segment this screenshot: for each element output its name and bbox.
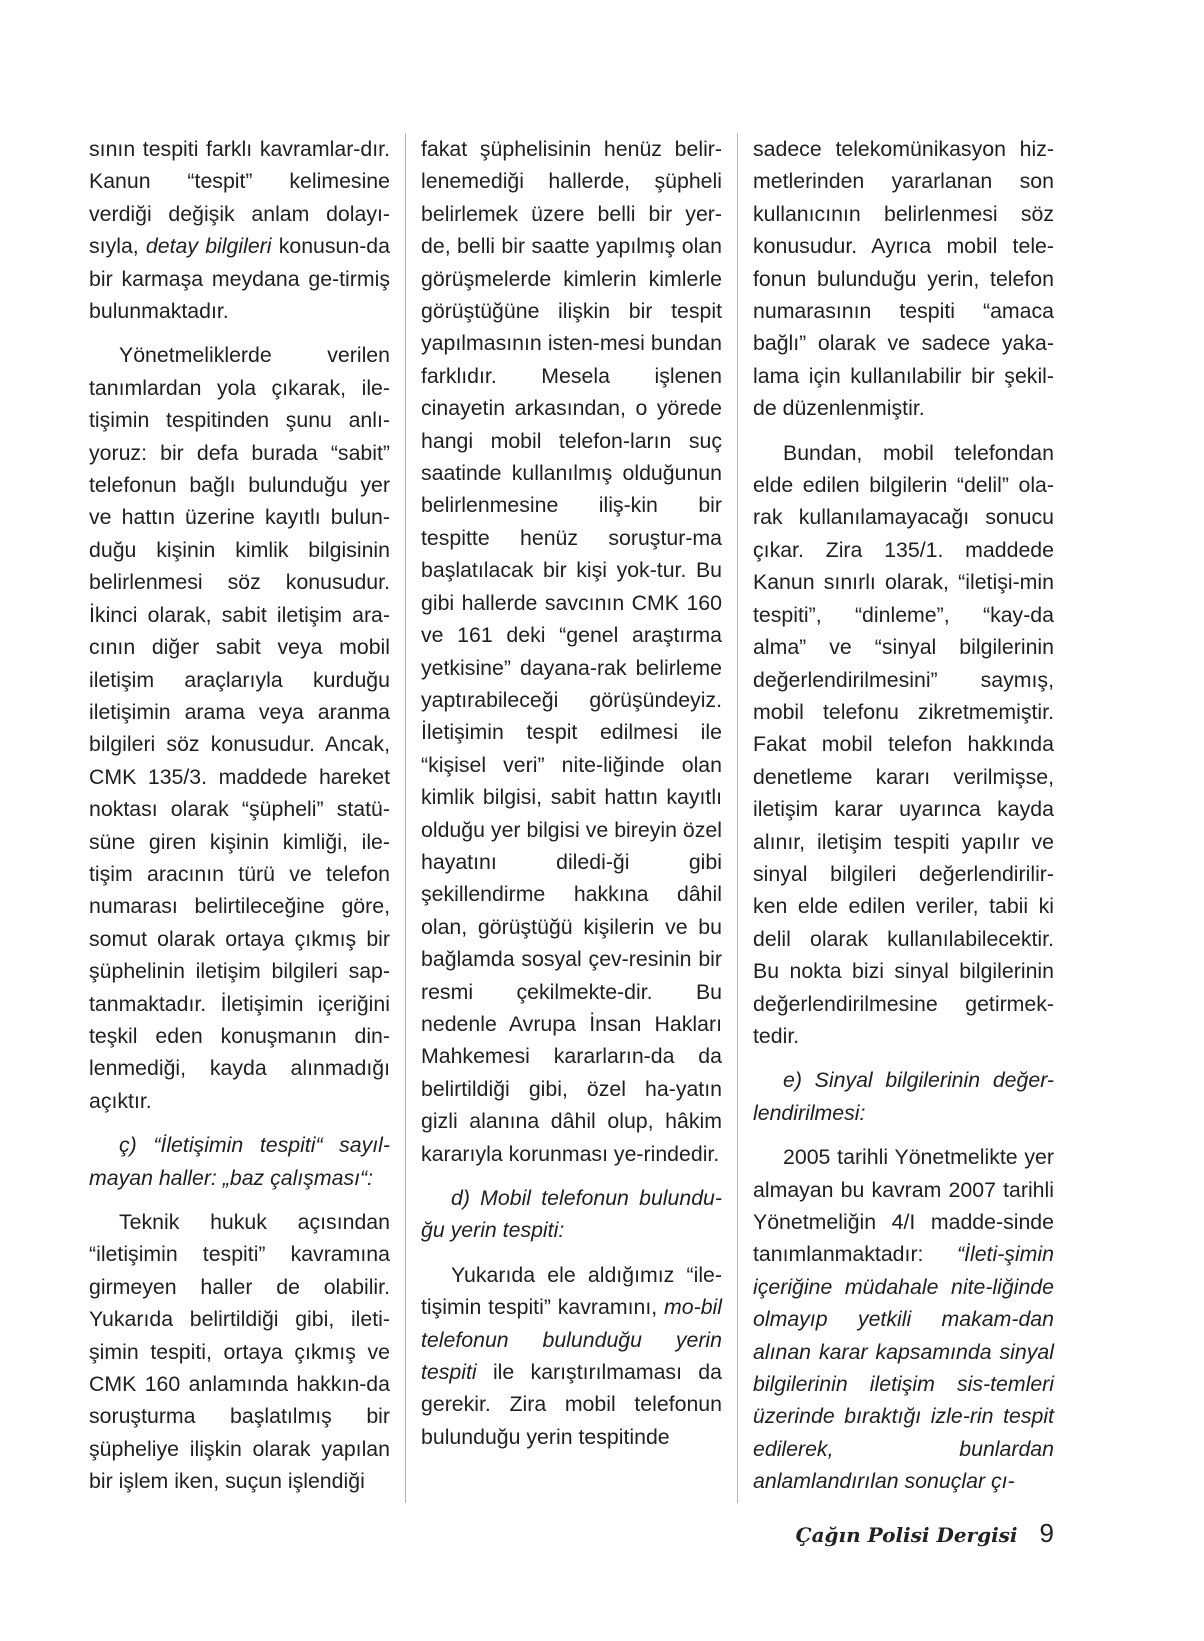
paragraph — [753, 133, 1054, 425]
page-number: 9 — [1039, 1518, 1054, 1548]
section-heading — [89, 1129, 390, 1194]
text-column-1 — [89, 133, 390, 1510]
italic-text: “İleti-şimin içeriğine müdahale nite-liğinde olmayıp yetkili makam-dan alınan karar kapsamında sinyal bilgilerinin iletişim sis-temleri üzerinde bıraktığı izle-rin tespit edilerek, bunlardan anlamlandırılan sonuçlar çı- — [753, 1242, 1054, 1494]
paragraph — [89, 1206, 390, 1498]
italic-text: mo-bil telefonun bulunduğu yerin tespiti — [421, 1295, 722, 1385]
text-column-3 — [753, 133, 1054, 1510]
text-run: Yönetmeliklerde verilen tanımlardan yola çıkarak, ile-tişimin tespitinden şunu anlı-yoruz: bir defa burada “sabit” telefonun bağlı bulunduğu yer ve hattın üzerine kayıtlı bulun-duğu kişinin kimlik bilgisinin belirlenmesi söz konusudur. İkinci olarak, sabit iletişim ara-cının diğer sabit veya mobil iletişim araçlarıyla kurduğu iletişimin arama veya aranma bilgileri söz konusudur. Ancak, CMK 135/3. maddede hareket noktası olarak “şüpheli” statü-süne giren kişinin kimliği, ile-tişim aracının türü ve telefon numarası belirtileceğine göre, somut olarak ortaya çıkmış bir şüphelinin iletişim bilgileri sap-tanmaktadır. İletişimin içeriğini teşkil eden konuşmanın din-lenmediği, kayda alınmadığı açıktır. — [89, 343, 390, 1113]
text-run: ile karıştırılmaması da gerekir. Zira mobil telefonun bulunduğu yerin tespitinde — [421, 1360, 722, 1449]
text-run: Teknik hukuk açısından “iletişimin tespiti” kavramına girmeyen haller de olabilir. Yukarıda belirtildiği gibi, ileti-şimin tespiti, ortaya çıkmış ve CMK 160 anlamında hakkın-da soruşturma başlatılmış bir şüpheliye ilişkin olarak yapılan bir işlem iken, suçun işlendiği — [89, 1210, 390, 1494]
italic-text: detay bilgileri — [145, 234, 272, 259]
text-run: 2005 tarihli Yönetmelikte yer almayan bu kavram 2007 tarihli Yönetmeliğin 4/I madde-sinde tanımlanmaktadır: — [753, 1145, 1054, 1267]
column-divider-2 — [737, 133, 738, 1503]
section-heading — [421, 1182, 722, 1247]
text-run: Bundan, mobil telefondan elde edilen bilgilerin “delil” ola-rak kullanılamayacağı sonucu çıkar. Zira 135/1. maddede Kanun sınırlı olarak, “iletişi-min tespiti”, “dinleme”, “kay-da alma” ve “sinyal bilgilerinin değerlendirilmesini” saymış, mobil telefonu zikretmemiştir. Fakat mobil telefon hakkında denetleme kararı verilmişse, iletişim karar uyarınca kayda alınır, iletişim tespiti yapılır ve sinyal bilgileri değerlendirilir-ken elde edilen veriler, tabii ki delil olarak kullanılabilecektir. Bu nokta bizi sinyal bilgilerinin değerlendirilmesine getirmek-tedir. — [753, 440, 1054, 1048]
text-run: d) Mobil telefonun bulundu-ğu yerin tespiti: — [421, 1186, 722, 1243]
text-run: sının tespiti farklı kavramlar-dır. Kanun “tespit” kelimesine verdiği değişik anlam dolayı-sıyla, — [89, 137, 390, 259]
text-run: fakat şüphelisinin henüz belir-lenemediği hallerde, şüpheli belirlemek üzere belli bir yer-de, belli bir saatte yapılmış olan görüşmelerde kimlerin kimlerle görüştüğüne ilişkin bir tespit yapılmasının isten-mesi bundan farklıdır. Mesela işlenen cinayetin arkasından, o yörede hangi mobil telefon-ların suç saatinde kullanılmış olduğunun belirlenmesine iliş-kin bir tespitte henüz soruştur-ma başlatılacak bir kişi yok-tur. Bu gibi hallerde savcının CMK 160 ve 161 deki “genel araştırma yetkisine” dayana-rak belirleme yaptırabileceği görüşündeyiz. İletişimin tespit edilmesi ile “kişisel veri” nite-liğinde olan kimlik bilgisi, sabit hattın kayıtlı olduğu yer bilgisi ve bireyin özel hayatını diledi-ği gibi şekillendirme hakkına dâhil olan, görüştüğü kişilerin ve bu bağlamda sosyal çev-resinin bir resmi çekilmekte-dir. Bu nedenle Avrupa İnsan Hakları Mahkemesi kararların-da da belirtildiği gibi, özel ha-yatın gizli alanına dâhil olup, hâkim kararıyla korunması ye-rindedir. — [421, 137, 722, 1166]
text-run: ç) “İletişimin tespiti“ sayıl-mayan haller: „baz çalışması“: — [89, 1133, 390, 1190]
paragraph — [421, 133, 722, 1170]
journal-title: Çağın Polisi Dergisi — [795, 1523, 1018, 1547]
paragraph — [753, 1141, 1054, 1497]
section-heading — [753, 1064, 1054, 1129]
paragraph — [753, 437, 1054, 1053]
text-run: sadece telekomünikasyon hiz-metlerinden yararlanan son kullanıcının belirlenmesi söz konusudur. Ayrıca mobil tele-fonun bulunduğu yerin, telefon numarasının tespiti “amaca bağlı” olarak ve sadece yaka-lama için kullanılabilir bir şekil-de düzenlenmiştir. — [753, 137, 1054, 421]
column-divider-1 — [405, 133, 406, 1503]
paragraph — [89, 339, 390, 1117]
text-column-2 — [421, 133, 722, 1465]
paragraph — [421, 1259, 722, 1453]
text-run: e) Sinyal bilgilerinin değer-lendirilmesi: — [753, 1068, 1054, 1125]
paragraph — [89, 133, 390, 327]
page-footer — [796, 1518, 1054, 1549]
text-run: Yukarıda ele aldığımız “ile-tişimin tespiti” kavramını, — [421, 1262, 722, 1320]
text-run: konusun-da bir karmaşa meydana ge-tirmiş bulunmaktadır. — [89, 234, 390, 324]
